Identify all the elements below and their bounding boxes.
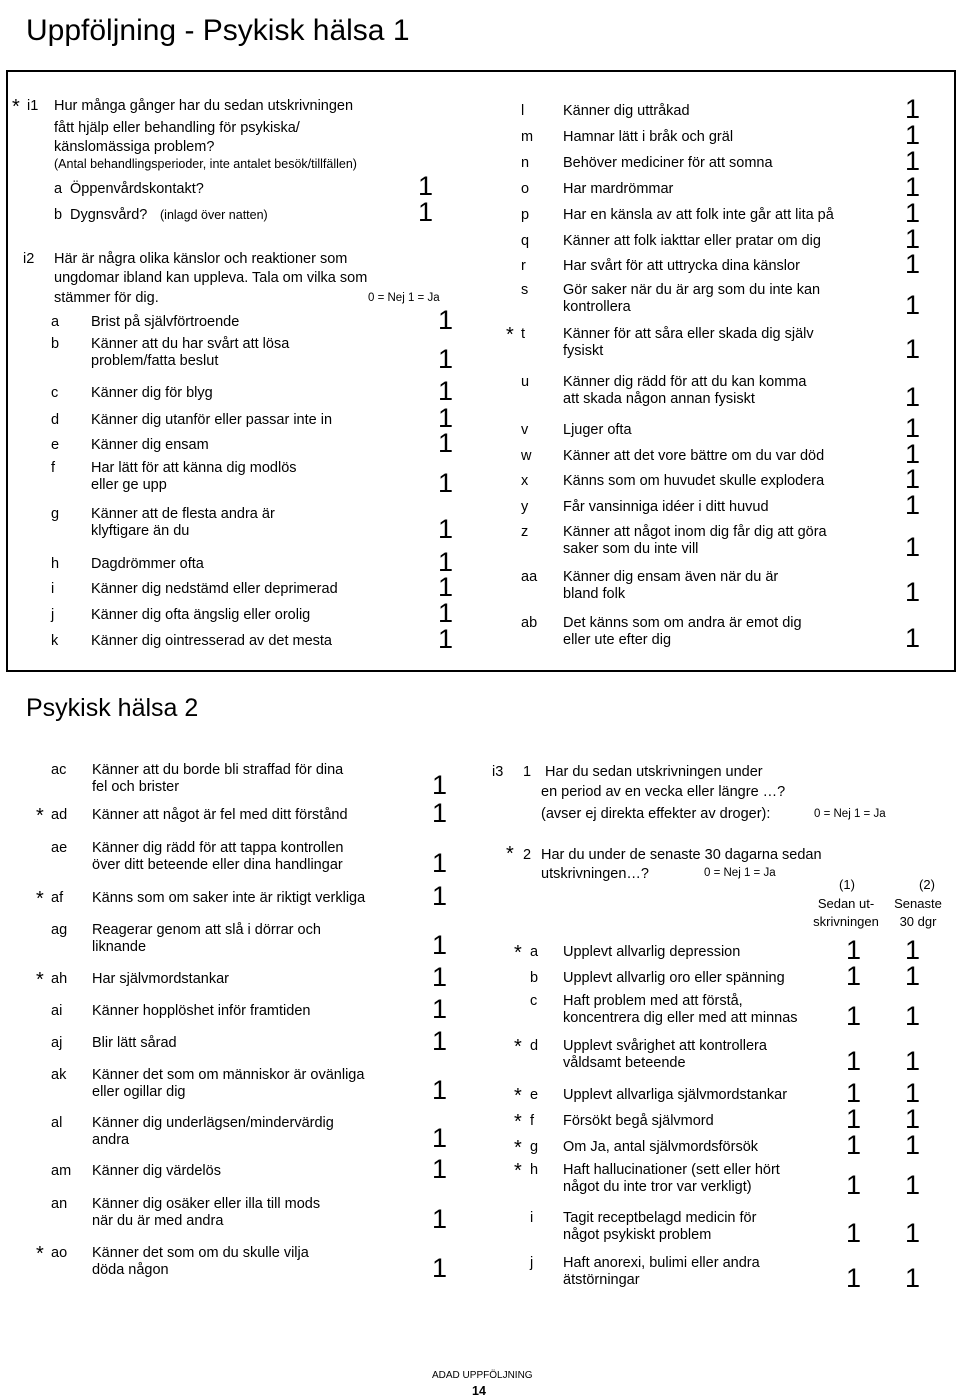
item-letter: ag [51, 922, 68, 938]
item-text-line: Känner dig ofta ängslig eller orolig [91, 607, 311, 623]
required-star: * [514, 1036, 522, 1058]
item-text-line: Känner att folk iakttar eller pratar om dig [563, 233, 821, 249]
item-text-line: klyftigare än du [91, 523, 190, 539]
answer-mark-col1[interactable]: 1 [846, 1130, 862, 1160]
item-text-line: Känner dig ensam även när du är [563, 569, 779, 585]
sub-question-number: 2 [523, 847, 532, 863]
column-1-subheader: skrivningen [813, 914, 879, 929]
answer-mark[interactable]: 1 [438, 376, 454, 406]
answer-mark[interactable]: 1 [438, 305, 454, 335]
item-letter: an [51, 1196, 68, 1212]
answer-mark-col2[interactable]: 1 [905, 1218, 921, 1248]
item-letter: ae [51, 840, 68, 856]
item-text-line: något psykiskt problem [563, 1227, 712, 1243]
item-text-line: Haft problem med att förstå, [563, 993, 743, 1009]
question-text-line: ungdomar ibland kan uppleva. Tala om vilka som [54, 270, 368, 286]
item-letter: af [51, 890, 64, 906]
answer-mark[interactable]: 1 [432, 848, 448, 878]
answer-mark[interactable]: 1 [432, 1204, 448, 1234]
item-text-line: Känner att du har svårt att lösa [91, 336, 290, 352]
item-text-line: att skada någon annan fysiskt [563, 391, 755, 407]
item-text-line: Känner dig underlägsen/mindervärdig [92, 1115, 334, 1131]
answer-mark[interactable]: 1 [432, 1253, 448, 1283]
question-text-line: Har du under de senaste 30 dagarna sedan [541, 847, 822, 863]
item-text-line: Känns som om saker inte är riktigt verkliga [92, 890, 366, 906]
item-text: Dygnsvård? [70, 207, 148, 223]
item-letter: al [51, 1115, 63, 1131]
answer-mark-col1[interactable]: 1 [846, 1001, 862, 1031]
item-letter: j [530, 1255, 534, 1271]
answer-mark[interactable]: 1 [432, 1075, 448, 1105]
item-text-line: döda någon [92, 1262, 169, 1278]
answer-mark[interactable]: 1 [432, 962, 448, 992]
answer-mark[interactable]: 1 [432, 1154, 448, 1184]
item-letter: h [51, 556, 60, 572]
answer-mark-col2[interactable]: 1 [905, 1104, 921, 1134]
item-text-line: Har lätt för att känna dig modlös [91, 460, 297, 476]
answer-mark-col2[interactable]: 1 [905, 1130, 921, 1160]
sub-question-number: 1 [523, 764, 532, 780]
item-text-line: Det känns som om andra är emot dig [563, 615, 802, 631]
answer-mark[interactable]: 1 [905, 577, 921, 607]
item-letter: a [530, 944, 539, 960]
item-text-line: Brist på självförtroende [91, 314, 240, 330]
item-text-line: våldsamt beteende [563, 1055, 686, 1071]
answer-mark[interactable]: 1 [432, 798, 448, 828]
item-letter: h [530, 1162, 539, 1178]
item-text-line: Känner dig ointresserad av det mesta [91, 633, 332, 649]
column-2-subheader: Senaste [894, 896, 942, 911]
item-letter: n [521, 155, 530, 171]
answer-mark[interactable]: 1 [438, 624, 454, 654]
answer-mark[interactable]: 1 [438, 344, 454, 374]
item-letter: ak [51, 1067, 67, 1083]
question-text-line: Hur många gånger har du sedan utskrivningen [54, 98, 354, 114]
answer-scale: 0 = Nej 1 = Ja [814, 808, 886, 820]
answer-mark[interactable]: 1 [905, 334, 921, 364]
answer-mark[interactable]: 1 [432, 930, 448, 960]
item-letter: p [521, 207, 530, 223]
item-text-line: något du inte tror var verkligt) [563, 1179, 752, 1195]
item-text-line: Får vansinniga idéer i ditt huvud [563, 499, 769, 515]
item-text-line: Känner dig utanför eller passar inte in [91, 412, 333, 428]
answer-mark-col1[interactable]: 1 [846, 1046, 862, 1076]
item-text-line: Hamnar lätt i bråk och gräl [563, 129, 734, 145]
item-text-line: Haft hallucinationer (sett eller hört [563, 1162, 780, 1178]
answer-mark[interactable]: 1 [905, 198, 921, 228]
answer-mark[interactable]: 1 [905, 290, 921, 320]
answer-mark-col2[interactable]: 1 [905, 1263, 921, 1293]
answer-mark[interactable]: 1 [438, 547, 454, 577]
question-text-line: en period av en vecka eller längre …? [541, 784, 786, 800]
item-text-line: Känner dig uttråkad [563, 103, 690, 119]
item-text-line: Om Ja, antal självmordsförsök [563, 1139, 759, 1155]
answer-mark[interactable]: 1 [418, 171, 434, 201]
answer-mark[interactable]: 1 [438, 598, 454, 628]
question-number: i1 [27, 98, 39, 114]
required-star: * [514, 1137, 522, 1159]
required-star: * [12, 96, 20, 118]
answer-scale: 0 = Nej 1 = Ja [368, 292, 440, 304]
answer-mark-col1[interactable]: 1 [846, 1104, 862, 1134]
answer-mark-col1[interactable]: 1 [846, 1170, 862, 1200]
item-text-line: Upplevt allvarlig depression [563, 944, 741, 960]
required-star: * [514, 1160, 522, 1182]
answer-mark[interactable]: 1 [432, 770, 448, 800]
page-title: Uppföljning - Psykisk hälsa 1 [26, 14, 410, 47]
answer-mark[interactable]: 1 [905, 224, 921, 254]
item-letter: ab [521, 615, 538, 631]
item-letter: v [521, 422, 529, 438]
answer-mark[interactable]: 1 [905, 490, 921, 520]
item-letter: f [530, 1113, 535, 1129]
item-text-line: Känner att du borde bli straffad för dina [92, 762, 344, 778]
item-letter: s [521, 282, 529, 298]
item-text-line: Känner att något är fel med ditt förstånd [92, 807, 348, 823]
question-text-line: Har du sedan utskrivningen under [545, 764, 763, 780]
required-star: * [514, 942, 522, 964]
required-star: * [506, 324, 514, 346]
answer-mark-col1[interactable]: 1 [846, 1078, 862, 1108]
item-letter: e [51, 437, 60, 453]
item-text-line: Känner det som om människor är ovänliga [92, 1067, 365, 1083]
question-note: (Antal behandlingsperioder, inte antalet besök/tillfällen) [54, 157, 357, 171]
item-text-line: Försökt begå självmord [563, 1113, 714, 1129]
required-star: * [36, 1243, 44, 1265]
item-text-line: eller ogillar dig [92, 1084, 186, 1100]
item-text-line: fel och brister [92, 779, 180, 795]
required-star: * [514, 1085, 522, 1107]
item-text-line: Blir lätt sårad [92, 1035, 177, 1051]
item-letter: r [521, 258, 526, 274]
item-text-line: Ljuger ofta [563, 422, 632, 438]
item-text-line: Känner att de flesta andra är [91, 506, 275, 522]
item-letter: z [521, 524, 529, 540]
item-letter: f [51, 460, 56, 476]
question-text-line: Här är några olika känslor och reaktioner som [54, 251, 348, 267]
item-letter: a [54, 181, 63, 197]
item-text-line: Känner dig värdelös [92, 1163, 221, 1179]
item-text-line: Känner dig rädd för att du kan komma [563, 374, 807, 390]
item-letter: i [51, 581, 55, 597]
required-star: * [36, 969, 44, 991]
item-letter: ai [51, 1003, 63, 1019]
item-text-line: Gör saker när du är arg som du inte kan [563, 282, 821, 298]
item-letter: l [521, 103, 525, 119]
answer-mark[interactable]: 1 [438, 572, 454, 602]
item-text-line: koncentrera dig eller med att minnas [563, 1010, 798, 1026]
item-text-line: Känner dig osäker eller illa till mods [92, 1196, 321, 1212]
answer-mark-col2[interactable]: 1 [905, 1046, 921, 1076]
required-star: * [514, 1111, 522, 1133]
question-text-line: utskrivningen…? [541, 866, 649, 882]
item-text-line: över ditt beteende eller dina handlingar [92, 857, 343, 873]
question-text-line: känslomässiga problem? [54, 139, 215, 155]
item-text-line: Känner dig för blyg [91, 385, 213, 401]
question-text-line: (avser ej direkta effekter av droger): [541, 806, 771, 822]
item-letter: j [51, 607, 55, 623]
item-letter: d [530, 1038, 539, 1054]
item-letter: ao [51, 1245, 68, 1261]
item-text-line: Känner dig nedstämd eller deprimerad [91, 581, 338, 597]
item-letter: aj [51, 1035, 63, 1051]
item-letter: y [521, 499, 529, 515]
item-text-line: när du är med andra [92, 1213, 224, 1229]
item-letter: b [54, 207, 63, 223]
item-text-line: Upplevt svårighet att kontrollera [563, 1038, 767, 1054]
item-letter: t [521, 326, 526, 342]
answer-mark[interactable]: 1 [905, 439, 921, 469]
item-text-line: bland folk [563, 586, 626, 602]
item-note: (inlagd över natten) [160, 208, 268, 222]
answer-mark[interactable]: 1 [905, 146, 921, 176]
item-letter: w [521, 448, 532, 464]
item-text-line: andra [92, 1132, 130, 1148]
item-text-line: Har en känsla av att folk inte går att lita på [563, 207, 834, 223]
answer-mark-col2[interactable]: 1 [905, 961, 921, 991]
item-text-line: Känner för att såra eller skada dig själv [563, 326, 814, 342]
item-letter: q [521, 233, 530, 249]
item-letter: d [51, 412, 60, 428]
answer-mark[interactable]: 1 [905, 172, 921, 202]
item-text-line: Har mardrömmar [563, 181, 674, 197]
item-text-line: Känner att något inom dig får dig att göra [563, 524, 827, 540]
item-letter: i [530, 1210, 534, 1226]
item-text-line: Har självmordstankar [92, 971, 229, 987]
question-number: i2 [23, 251, 35, 267]
answer-mark-col2[interactable]: 1 [905, 1078, 921, 1108]
item-letter: m [521, 129, 534, 145]
question-text-line: stämmer för dig. [54, 290, 159, 306]
item-letter: b [530, 970, 539, 986]
answer-mark[interactable]: 1 [905, 249, 921, 279]
answer-mark[interactable]: 1 [905, 413, 921, 443]
answer-mark[interactable]: 1 [905, 120, 921, 150]
answer-mark[interactable]: 1 [905, 464, 921, 494]
required-star: * [36, 805, 44, 827]
item-text-line: Känner dig rädd för att tappa kontrollen [92, 840, 344, 856]
page-number: 14 [472, 1384, 486, 1398]
item-letter: b [51, 336, 60, 352]
answer-mark[interactable]: 1 [905, 94, 921, 124]
answer-mark[interactable]: 1 [905, 532, 921, 562]
footer-label: ADAD UPPFÖLJNING [432, 1370, 533, 1381]
item-letter: aa [521, 569, 538, 585]
item-letter: a [51, 314, 60, 330]
answer-mark[interactable]: 1 [438, 403, 454, 433]
item-letter: k [51, 633, 59, 649]
answer-mark-col1[interactable]: 1 [846, 961, 862, 991]
answer-mark[interactable]: 1 [432, 1123, 448, 1153]
item-text-line: Upplevt allvarlig oro eller spänning [563, 970, 785, 986]
item-text-line: Känner att det vore bättre om du var död [563, 448, 825, 464]
item-letter: o [521, 181, 530, 197]
answer-mark[interactable]: 1 [438, 468, 454, 498]
item-text-line: kontrollera [563, 299, 631, 315]
answer-mark-col2[interactable]: 1 [905, 935, 921, 965]
item-letter: ad [51, 807, 68, 823]
item-letter: g [530, 1139, 539, 1155]
item-letter: c [530, 993, 538, 1009]
item-text-line: Känner dig ensam [91, 437, 209, 453]
answer-mark[interactable]: 1 [438, 428, 454, 458]
answer-mark-col2[interactable]: 1 [905, 1170, 921, 1200]
item-text-line: Behöver mediciner för att somna [563, 155, 773, 171]
answer-mark[interactable]: 1 [905, 382, 921, 412]
answer-mark[interactable]: 1 [432, 881, 448, 911]
answer-mark-col2[interactable]: 1 [905, 1001, 921, 1031]
required-star: * [506, 843, 514, 865]
item-text-line: eller ge upp [91, 477, 167, 493]
item-text-line: Upplevt allvarliga självmordstankar [563, 1087, 788, 1103]
answer-mark-col1[interactable]: 1 [846, 935, 862, 965]
section-2-title: Psykisk hälsa 2 [26, 694, 199, 722]
required-star: * [36, 888, 44, 910]
item-text-line: Känner hopplöshet inför framtiden [92, 1003, 311, 1019]
item-letter: ah [51, 971, 68, 987]
column-2-header: (2) [919, 877, 935, 892]
item-text-line: Dagdrömmer ofta [91, 556, 204, 572]
item-letter: g [51, 506, 60, 522]
item-text-line: problem/fatta beslut [91, 353, 219, 369]
item-text-line: Reagerar genom att slå i dörrar och [92, 922, 321, 938]
answer-mark-col1[interactable]: 1 [846, 1218, 862, 1248]
item-letter: ac [51, 762, 67, 778]
item-text-line: saker som du inte vill [563, 541, 699, 557]
item-letter: c [51, 385, 59, 401]
question-text-line: fått hjälp eller behandling för psykiska/ [54, 120, 300, 136]
item-letter: x [521, 473, 529, 489]
answer-mark[interactable]: 1 [432, 994, 448, 1024]
item-text-line: Känns som om huvudet skulle explodera [563, 473, 825, 489]
item-text-line: Tagit receptbelagd medicin för [563, 1210, 757, 1226]
item-text-line: fysiskt [563, 343, 604, 359]
answer-mark[interactable]: 1 [905, 623, 921, 653]
answer-mark-col1[interactable]: 1 [846, 1263, 862, 1293]
answer-mark[interactable]: 1 [438, 514, 454, 544]
column-1-header: (1) [839, 877, 855, 892]
item-letter: e [530, 1087, 539, 1103]
item-text-line: ätstörningar [563, 1272, 640, 1288]
item-letter: u [521, 374, 530, 390]
item-text-line: Känner det som om du skulle vilja [92, 1245, 309, 1261]
answer-scale: 0 = Nej 1 = Ja [704, 867, 776, 879]
item-text-line: Har svårt för att uttrycka dina känslor [563, 258, 800, 274]
item-text: Öppenvårdskontakt? [70, 181, 204, 197]
item-text-line: Haft anorexi, bulimi eller andra [563, 1255, 760, 1271]
answer-mark[interactable]: 1 [418, 197, 434, 227]
column-1-subheader: Sedan ut- [817, 896, 875, 911]
question-number: i3 [492, 764, 504, 780]
item-text-line: eller ute efter dig [563, 632, 672, 648]
item-text-line: liknande [92, 939, 147, 955]
item-letter: am [51, 1163, 72, 1179]
column-2-subheader: 30 dgr [899, 914, 937, 929]
answer-mark[interactable]: 1 [432, 1026, 448, 1056]
